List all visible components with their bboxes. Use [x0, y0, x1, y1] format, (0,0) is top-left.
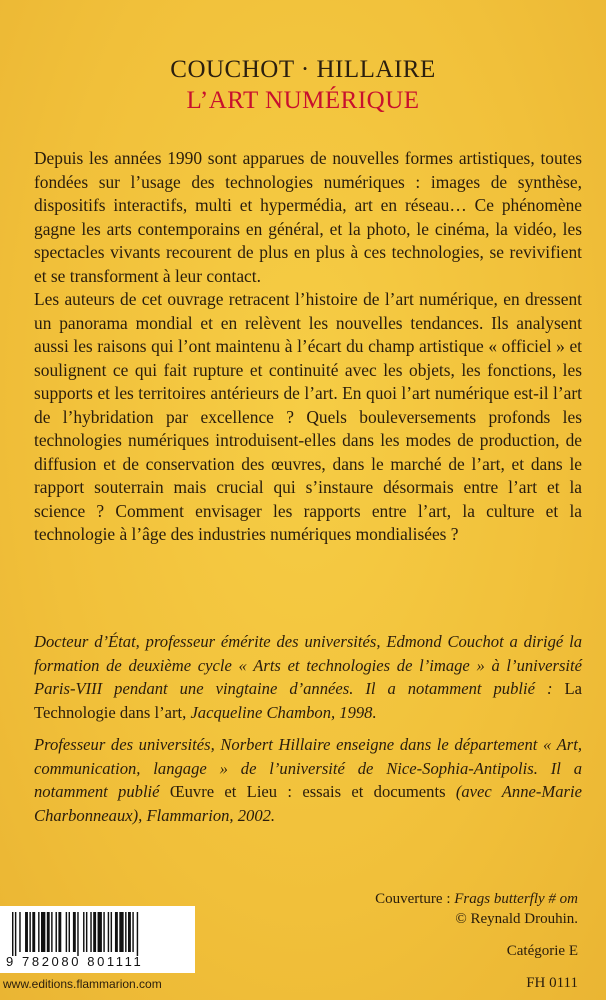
- category-label: Catégorie E: [506, 943, 578, 959]
- bio-couchot-book: La Technologie dans l’art,: [34, 679, 582, 722]
- cover-credits: [318, 889, 578, 993]
- blurb-paragraph-2: Les auteurs de cet ouvrage retracent l’histoire de l’art numérique, en dressent un panorama mondial et en relèvent les nouvelles tendances. Ils analysent aussi les raisons qui l’ont maintenu à l’écart du champ artistique « officiel » et soulignent ce qui fait rupture et continuité avec les objets, les fonctions, les supports et les territoires antérieurs de l’art. En quoi l’art numérique est-il l’art de l’hybridation par excellence ? Quels bouleversements profonds les technologies numériques introduisent-elles dans les modes de production, de diffusion et de conservation des œuvres, dans le marché de l’art, et dans le rapport souterrain mais crucial qui s’instaure désormais entre l’art et la science ? Comment envisager les rapports entre l’art, la culture et la technologie à l’âge des industries numériques mondialisées ?: [34, 289, 582, 544]
- product-code: FH 0111: [526, 975, 578, 991]
- cover-credit-label: Couverture :: [375, 891, 451, 907]
- bio-couchot-text: Docteur d’État, professeur émérite des universités, Edmond Couchot a dirigé la formation de deuxième cycle « Arts et technologies de l’image » à l’université Paris-VIII pendant une vingtaine d’années. Il a notamment publié :: [34, 632, 582, 698]
- back-cover-blurb: [34, 147, 582, 547]
- author-bio-hillaire: [34, 733, 582, 827]
- bio-hillaire-text: Professeur des universités, Norbert Hillaire enseigne dans le département « Art, communication, langage » de l’université de Nice-Sophia-Antipolis. Il a notamment publié: [34, 735, 582, 801]
- barcode-digits: 9 782080 801111: [6, 954, 144, 969]
- copyright-line: © Reynald Drouhin.: [455, 911, 578, 927]
- cover-artwork-title: Frags butterfly # om: [454, 891, 578, 907]
- barcode: [0, 906, 195, 973]
- bio-hillaire-publisher: (avec Anne-Marie Charbonneaux), Flammarion, 2002.: [34, 782, 582, 825]
- publisher-website: www.editions.flammarion.com: [3, 977, 162, 991]
- bio-couchot-publisher: Jacqueline Chambon, 1998.: [190, 702, 377, 722]
- author-bio-couchot: [34, 630, 582, 724]
- authors-heading: COUCHOT · HILLAIRE: [170, 56, 436, 83]
- blurb-paragraph-1: Depuis les années 1990 sont apparues de nouvelles formes artistiques, toutes fondées sur l’usage des technologies numériques : images de synthèse, dispositifs interactifs, multi et hypermédia, art en réseau… Ce phénomène gagne les arts contemporains en général, et la photo, le cinéma, la vidéo, les spectacles vivants recourent de plus en plus à ces technologies, se revivifient et se transforment à leur contact.: [34, 148, 582, 286]
- cover-credit-line: [318, 889, 578, 909]
- book-title: L’ART NUMÉRIQUE: [186, 87, 420, 114]
- bio-hillaire-book: Œuvre et Lieu : essais et documents: [169, 782, 446, 801]
- barcode-bars: [12, 912, 188, 956]
